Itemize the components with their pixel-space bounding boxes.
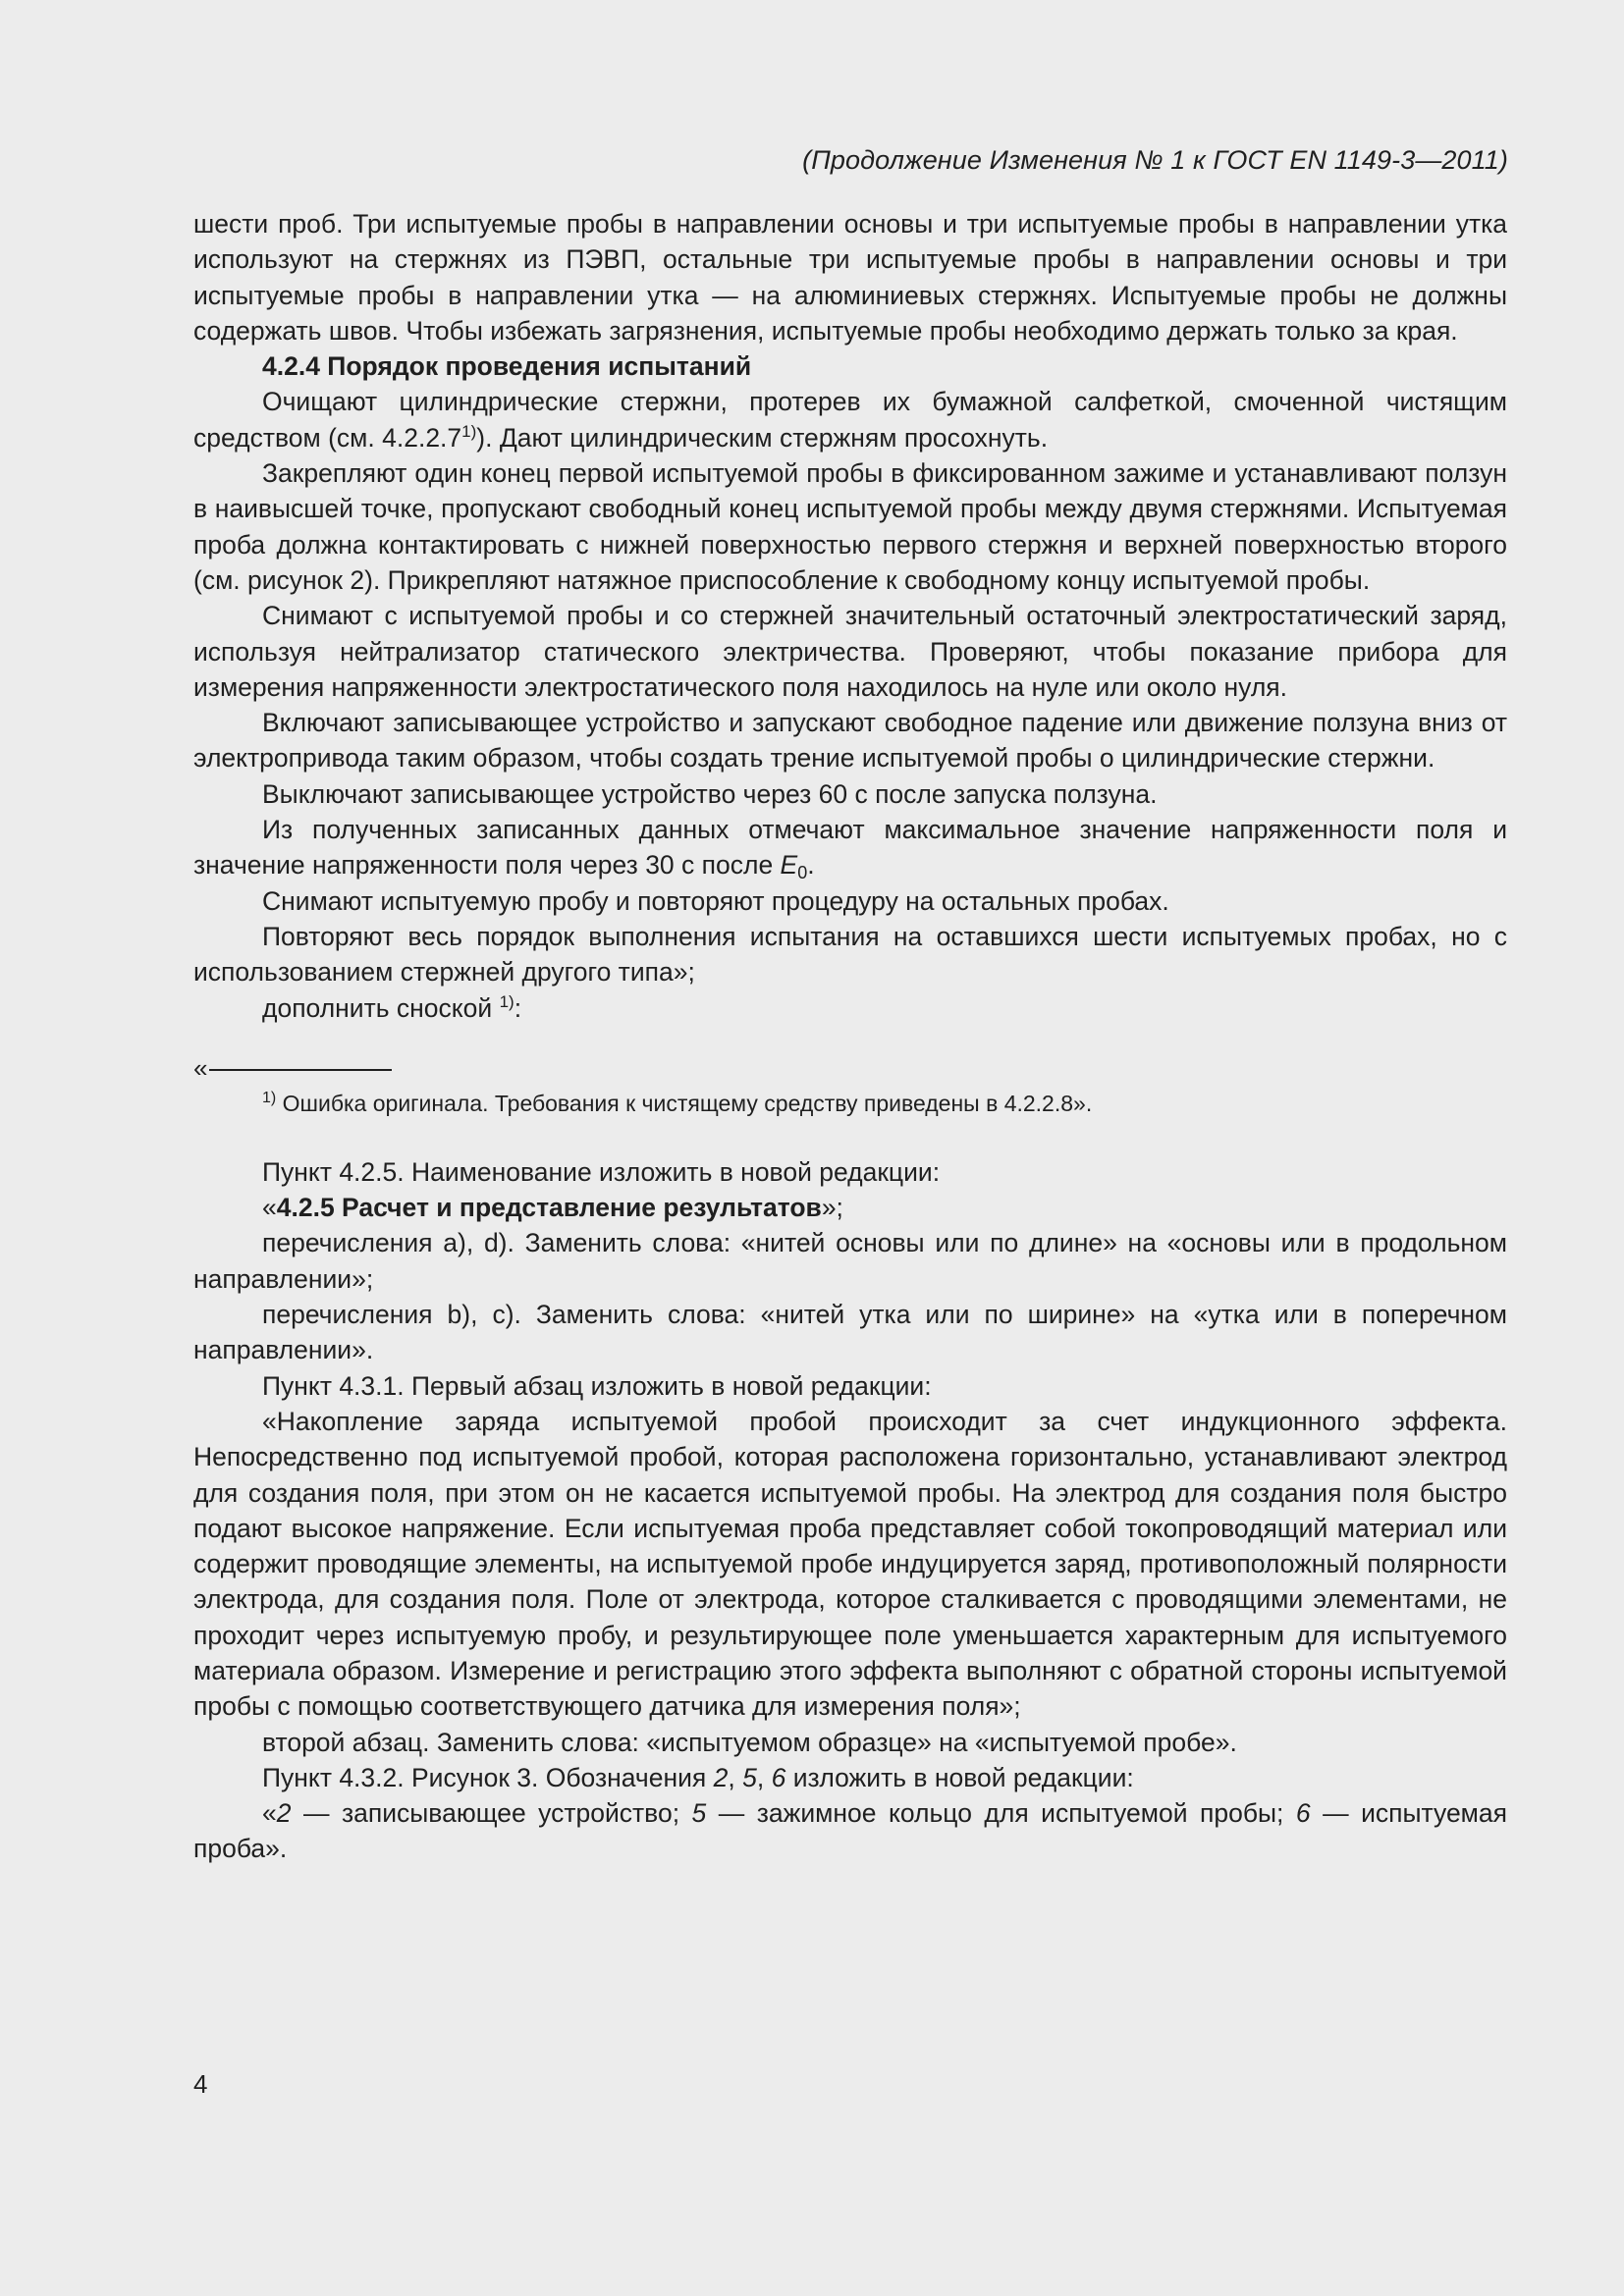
footnote-ref: 1) (461, 421, 477, 441)
page-number: 4 (193, 2069, 208, 2099)
variable-e: E (780, 850, 798, 881)
paragraph: дополнить сноской $^{1)}$: (262, 991, 522, 1023)
footnote-separator (193, 1050, 1507, 1086)
paragraph: Снимают испытуемую пробу и повторяют процедуру на остальных пробах. (262, 885, 1169, 916)
spacer (193, 1121, 1507, 1154)
main-text (193, 206, 1507, 1867)
section-heading-4-2-4: 4.2.4 Порядок проведения испытаний (262, 351, 752, 382)
paragraph: Снимают с испытуемой пробы и со стержней значительный остаточный электростатический заряд, используя нейтрализатор статического электричества. Проверяют, чтобы показание прибора для измерения напряженности электростатического поля находилось на нуле или около нуля. (193, 601, 1507, 702)
section-heading-4-2-5: 4.2.5 Расчет и представление результатов (276, 1193, 822, 1223)
paragraph: перечисления а), d). Заменить слова: «нитей основы или по длине» на «основы или в продольном направлении»; (193, 1228, 1507, 1294)
paragraph: Из полученных записанных данных отмечают максимальное значение напряженности поля и значение напряженности поля через 30 с после $E_0$. (193, 815, 1507, 883)
footnote: $^{1)}$ Ошибка оригинала. Требования к чистящему средству приведены в 4.2.2.8». (262, 1089, 1093, 1116)
footnote-quote-mark: « (193, 1052, 208, 1083)
paragraph: «2 — записывающее устройство; 5 — зажимное кольцо для испытуемой пробы; 6 — испытуемая проба». (193, 1798, 1507, 1864)
paragraph: Пункт 4.3.2. Рисунок 3. Обозначения 2, 5, 6 изложить в новой редакции: (262, 1762, 1134, 1792)
paragraph: второй абзац. Заменить слова: «испытуемом образце» на «испытуемой пробе». (262, 1727, 1237, 1757)
paragraph: Повторяют весь порядок выполнения испытания на оставшихся шести испытуемых пробах, но с использованием стержней другого типа»; (193, 921, 1507, 988)
paragraph: Включают записывающее устройство и запускают свободное падение или движение ползуна вниз от электропривода таким образом, чтобы создать трение испытуемой пробы о цилиндрические стержни. (193, 708, 1507, 774)
spacer (193, 1026, 1507, 1050)
running-header: (Продолжение Изменения № 1 к ГОСТ EN 1149-3—2011) (802, 145, 1508, 175)
footnote-rule (209, 1069, 392, 1071)
paragraph: Очищают цилиндрические стержни, протерев их бумажной салфеткой, смоченной чистящим средством (см. 4.2.2.7$^{1)}$). Дают цилиндрическим стержням просохнуть. (193, 387, 1507, 453)
paragraph: Пункт 4.2.5. Наименование изложить в новой редакции: (262, 1156, 941, 1187)
footnote-ref: 1) (499, 991, 514, 1011)
paragraph: Пункт 4.3.1. Первый абзац изложить в новой редакции: (262, 1370, 932, 1401)
paragraph: Закрепляют один конец первой испытуемой пробы в фиксированном зажиме и устанавливают ползун в наивысшей точке, пропускают свободный конец испытуемой пробы между двумя стержнями. Испытуемая проба должна контактировать с нижней поверхностью первого стержня и верхней поверхностью второго (см. рисунок 2). Прикрепляют натяжное приспособление к свободному концу испытуемой пробы. (193, 458, 1507, 595)
paragraph: шести проб. Три испытуемые пробы в направлении основы и три испытуемые пробы в направлении утка используют на стержнях из ПЭВП, остальные три испытуемые пробы в направлении основы и три испытуемые пробы в направлении утка — на алюминиевых стержнях. Испытуемые пробы не должны содержать швов. Чтобы избежать загрязнения, испытуемые пробы необходимо держать только за края. (193, 209, 1507, 346)
paragraph: Выключают записывающее устройство через 60 с после запуска ползуна. (262, 778, 1158, 809)
paragraph: «4.2.5 Расчет и представление результатов»; (262, 1193, 843, 1223)
paragraph: перечисления b), c). Заменить слова: «нитей утка или по ширине» на «утка или в поперечном направлении». (193, 1300, 1507, 1365)
paragraph: «Накопление заряда испытуемой пробой происходит за счет индукционного эффекта. Непосредственно под испытуемой пробой, которая расположена горизонтально, устанавливают электрод для создания поля, при этом он не касается испытуемой пробы. На электрод для создания поля быстро подают высокое напряжение. Если испытуемая проба представляет собой токопроводящий материал или содержит проводящие элементы, на испытуемой пробе индуцируется заряд, противоположный полярности электрода, для создания поля. Поле от электрода, которое сталкивается с проводящими элементами, не проходит через испытуемую пробу, и результирующее поле уменьшается характерным для испытуемого материала образом. Измерение и регистрацию этого эффекта выполняют с обратной стороны испытуемой пробы с помощью соответствующего датчика для измерения поля»; (193, 1406, 1507, 1722)
